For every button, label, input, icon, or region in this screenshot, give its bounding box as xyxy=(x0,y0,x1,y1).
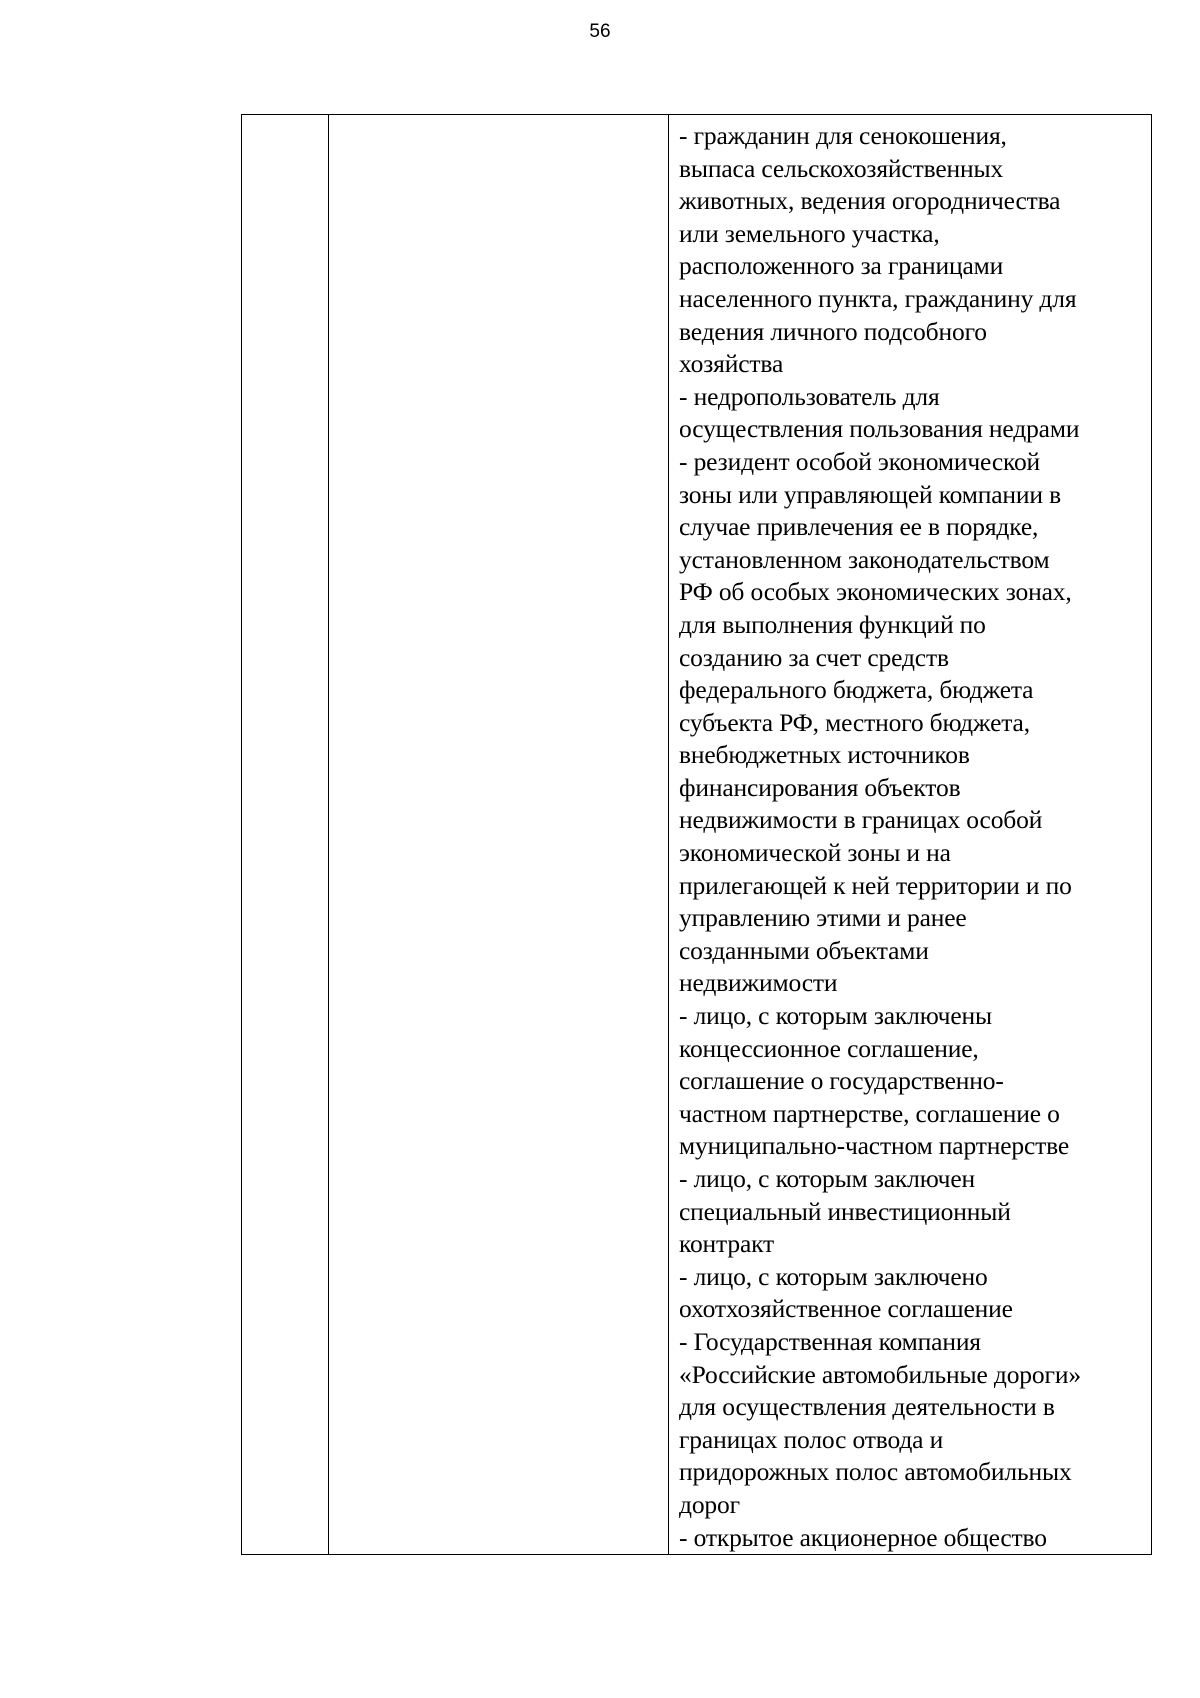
text-line: недвижимости в границах особой xyxy=(679,805,1043,835)
text-line: для осуществления деятельности в xyxy=(679,1392,1055,1422)
document-table xyxy=(241,114,1152,1555)
table-cell-description xyxy=(669,115,1152,1555)
text-line: экономической зоны и на xyxy=(679,838,951,868)
text-line: - открытое акционерное общество xyxy=(679,1522,1047,1552)
text-line: управлению этими и ранее xyxy=(679,903,967,933)
text-line: для выполнения функций по xyxy=(679,609,986,639)
text-line: «Российские автомобильные дороги» xyxy=(679,1359,1081,1389)
text-line: зоны или управляющей компании в xyxy=(679,479,1062,509)
text-line: дорог xyxy=(679,1489,740,1519)
text-line: соглашение о государственно- xyxy=(679,1066,1004,1096)
text-line: - лицо, с которым заключены xyxy=(679,1001,992,1031)
table-cell-name xyxy=(329,115,669,1555)
text-line: субъекта РФ, местного бюджета, xyxy=(679,707,1030,737)
text-line: созданию за счет средств xyxy=(679,642,949,672)
text-line: хозяйства xyxy=(679,349,784,379)
text-line: федерального бюджета, бюджета xyxy=(679,675,1034,705)
text-line: - резидент особой экономической xyxy=(679,446,1041,476)
table-cell-number xyxy=(242,115,329,1555)
text-line: - гражданин для сенокошения, xyxy=(679,121,1007,150)
text-line: животных, ведения огородничества xyxy=(679,186,1061,216)
text-line: - Государственная компания xyxy=(679,1326,981,1356)
text-line: охотхозяйственное соглашение xyxy=(679,1294,1013,1324)
text-line: - лицо, с которым заключен xyxy=(679,1164,976,1193)
text-line: ведения личного подсобного xyxy=(679,316,987,346)
text-line: случае привлечения ее в порядке, xyxy=(679,512,1039,542)
text-line: контракт xyxy=(679,1229,775,1259)
page-number: 56 xyxy=(589,21,611,42)
text-line: частном партнерстве, соглашение о xyxy=(679,1098,1060,1128)
text-line: прилегающей к ней территории и по xyxy=(679,870,1072,900)
text-line: - лицо, с которым заключено xyxy=(679,1261,988,1291)
text-line: выпаса сельскохозяйственных xyxy=(679,153,1004,183)
text-line: специальный инвестиционный xyxy=(679,1196,1011,1226)
text-line: или земельного участка, xyxy=(679,218,940,248)
text-line: установленном законодательством xyxy=(679,544,1050,574)
table-row xyxy=(242,115,1152,1555)
text-line: финансирования объектов xyxy=(679,772,961,802)
text-line: расположенного за границами xyxy=(679,251,1004,281)
text-line: недвижимости xyxy=(679,968,838,998)
text-line: населенного пункта, гражданину для xyxy=(679,283,1077,313)
text-line: РФ об особых экономических зонах, xyxy=(679,577,1072,607)
text-line: осуществления пользования недрами xyxy=(679,414,1080,444)
text-line: муниципально-частном партнерстве xyxy=(679,1131,1070,1161)
text-line: - недропользователь для xyxy=(679,381,940,411)
text-line: концессионное соглашение, xyxy=(679,1033,979,1063)
text-line: созданными объектами xyxy=(679,935,929,965)
text-line: границах полос отвода и xyxy=(679,1424,944,1454)
text-line: внебюджетных источников xyxy=(679,740,970,770)
cell-text-block xyxy=(669,115,1151,1554)
text-line: придорожных полос автомобильных xyxy=(679,1457,1072,1487)
